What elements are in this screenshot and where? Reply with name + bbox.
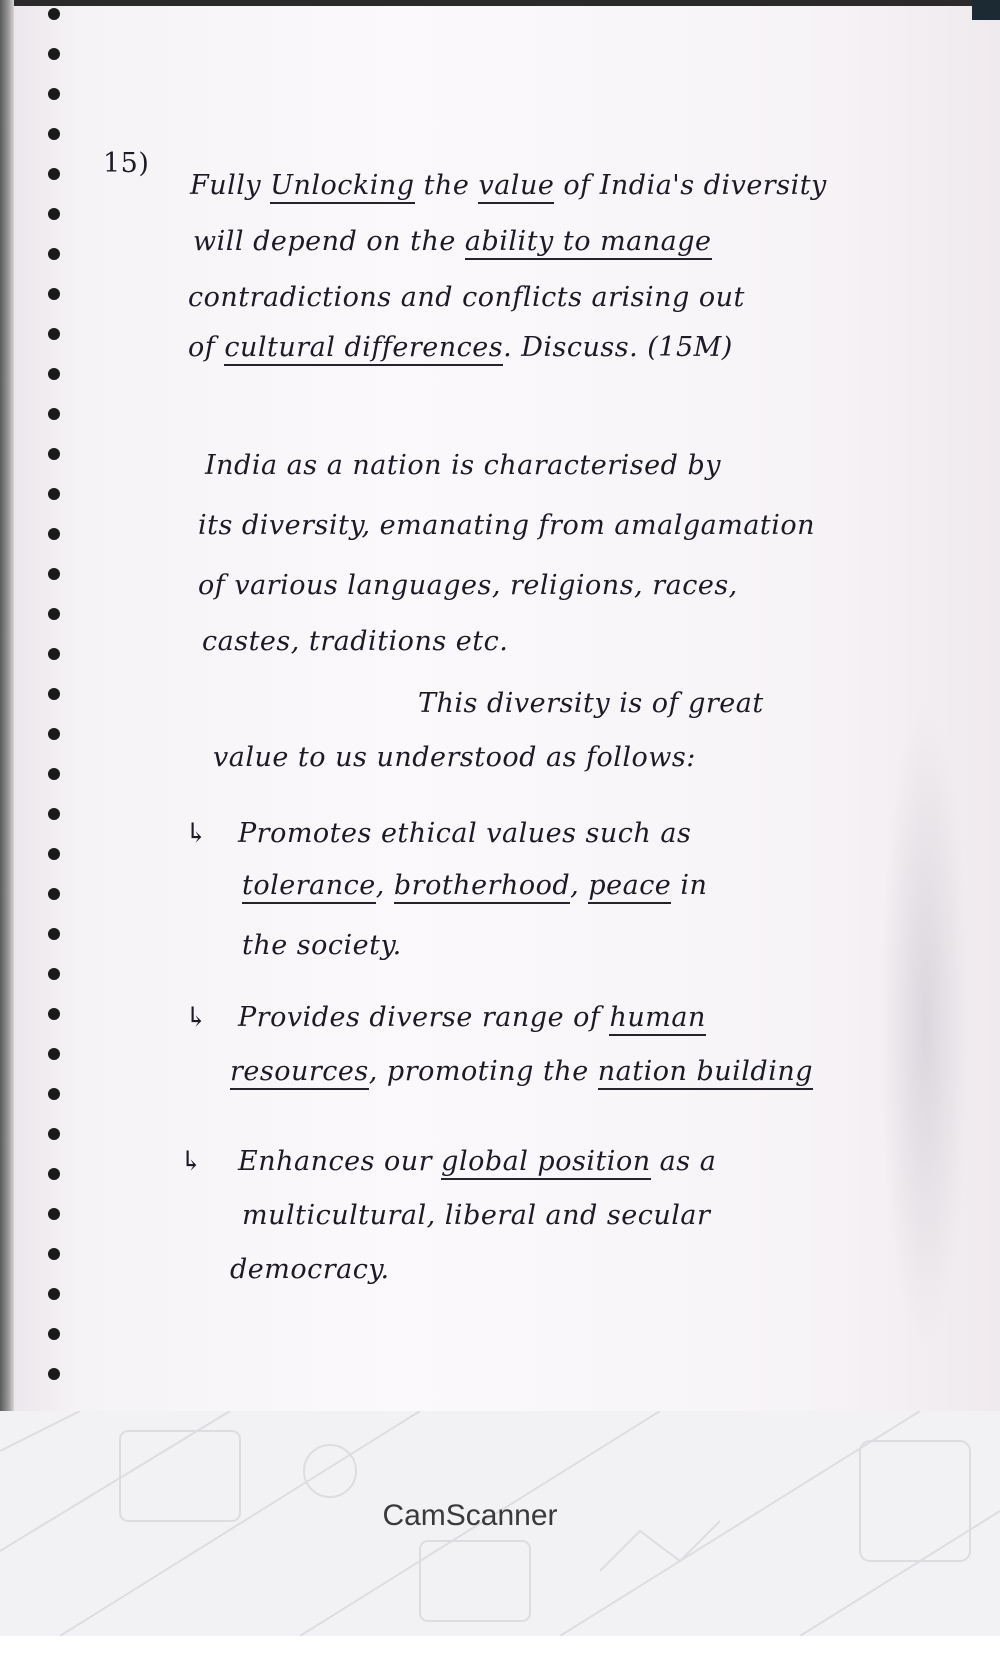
text-run: democracy. — [230, 1254, 390, 1285]
answer-intro-line: castes, traditions etc. — [202, 626, 509, 657]
question-line — [188, 282, 745, 313]
text-run: of — [188, 332, 225, 363]
bullet-point-line — [238, 1146, 716, 1177]
text-run: . Discuss. (15M) — [503, 332, 733, 363]
underlined-text: Unlocking — [270, 170, 414, 204]
underlined-text: value — [478, 170, 554, 204]
answer-transition-line: This diversity is of great — [418, 688, 764, 719]
text-run: Provides diverse range of — [238, 1002, 610, 1033]
underlined-text: tolerance — [242, 870, 376, 904]
text-run: Fully — [190, 170, 271, 201]
text-run: will depend on the — [193, 226, 465, 257]
bullet-point-line — [238, 1002, 706, 1033]
text-run: in — [671, 870, 708, 901]
bullet-point-line — [242, 930, 402, 961]
text-run: the — [414, 170, 479, 201]
answer-intro-line: its diversity, emanating from amalgamation — [198, 510, 816, 541]
text-run: , — [570, 870, 589, 901]
bullet-point-line — [230, 1056, 813, 1087]
bullet-point-line — [238, 818, 691, 849]
underlined-text: peace — [588, 870, 671, 904]
bullet-arrow-icon: ↳ — [185, 1002, 209, 1033]
text-run: of India's diversity — [554, 170, 827, 201]
question-line — [193, 226, 712, 257]
answer-transition-line: value to us understood as follows: — [213, 742, 696, 773]
text-run: Promotes ethical values such as — [238, 818, 692, 849]
question-number: 15) — [103, 148, 150, 179]
text-run: , promoting the — [368, 1056, 598, 1087]
underlined-text: human — [609, 1002, 705, 1036]
text-run: the society. — [242, 930, 402, 961]
bullet-arrow-icon: ↳ — [180, 1146, 204, 1177]
bullet-arrow-icon: ↳ — [185, 818, 209, 849]
bullet-point-line — [242, 870, 707, 901]
question-line — [190, 170, 827, 201]
answer-intro-line: India as a nation is characterised by — [205, 450, 721, 481]
camscanner-brand-label: CamScanner — [382, 1499, 558, 1532]
blank-bottom-band — [0, 1636, 1000, 1680]
underlined-text: global position — [441, 1146, 650, 1180]
bullet-point-line — [242, 1200, 710, 1231]
underlined-text: cultural differences — [224, 332, 503, 366]
underlined-text: ability to manage — [465, 226, 712, 260]
camscanner-watermark-footer — [0, 1411, 1000, 1636]
bullet-point-line — [230, 1254, 390, 1285]
underlined-text: nation building — [598, 1056, 813, 1090]
underlined-text: resources — [230, 1056, 369, 1090]
text-run: Enhances our — [238, 1146, 442, 1177]
answer-intro-line: of various languages, religions, races, — [198, 570, 738, 601]
text-run: , — [375, 870, 394, 901]
text-run: contradictions and conflicts arising out — [188, 282, 745, 313]
text-run: as a — [650, 1146, 717, 1177]
underlined-text: brotherhood — [394, 870, 570, 904]
question-line — [188, 332, 733, 363]
text-run: multicultural, liberal and secular — [242, 1200, 711, 1231]
